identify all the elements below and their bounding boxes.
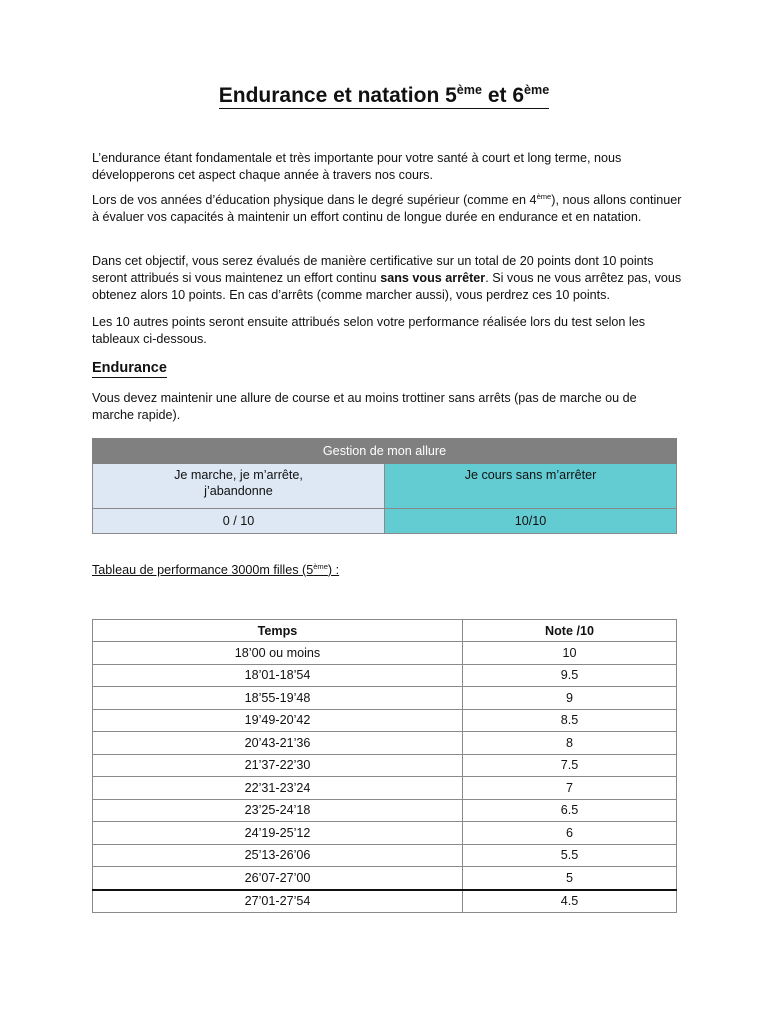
section-heading: Endurance <box>92 360 167 376</box>
pace-table <box>92 438 677 534</box>
score-cell: 7.5 <box>462 754 676 777</box>
paragraph-2: Lors de vos années d’éducation physique dans le degré supérieur (comme en 4ème), nous allons continuer à évaluer vos capacités à maintenir un effort continu de longue durée en endurance et en natation. <box>92 191 682 224</box>
pace-score-run: 10/10 <box>385 509 677 534</box>
score-cell: 9 <box>462 687 676 710</box>
pace-option-walk: Je marche, je m’arrête, j’abandonne <box>93 464 385 509</box>
performance-table <box>92 619 677 913</box>
time-cell: 25’13-26’06 <box>93 844 463 867</box>
score-cell: 6.5 <box>462 799 676 822</box>
column-header-score: Note /10 <box>462 620 676 642</box>
table-row <box>93 844 677 867</box>
table-row <box>93 867 677 890</box>
score-cell: 5 <box>462 867 676 890</box>
time-cell: 18’01-18’54 <box>93 664 463 687</box>
time-cell: 18’55-19’48 <box>93 687 463 710</box>
title-sup-1: ème <box>456 83 482 97</box>
table-row <box>93 754 677 777</box>
table-row <box>93 687 677 710</box>
score-cell: 7 <box>462 777 676 800</box>
score-cell: 5.5 <box>462 844 676 867</box>
paragraph-1: L’endurance étant fondamentale et très importante pour votre santé à court et long terme, nous développerons cet aspect chaque année à travers nos cours. <box>92 151 622 182</box>
title-text: Endurance et natation 5 <box>218 84 457 107</box>
pace-score-walk: 0 / 10 <box>93 509 385 534</box>
time-cell: 27’01-27’54 <box>93 890 463 913</box>
table-row <box>93 822 677 845</box>
section-intro: Vous devez maintenir une allure de course et au moins trottiner sans arrêts (pas de marche ou de marche rapide). <box>92 391 637 422</box>
table-row <box>93 732 677 755</box>
pace-option-run: Je cours sans m’arrêter <box>385 464 677 509</box>
paragraph-3: Dans cet objectif, vous serez évalués de manière certificative sur un total de 20 points dont 10 points seront attribués si vous maintenez un effort continu sans vous arrêter. Si vous ne vous arrêtez pas, vous obtenez alors 10 points. En cas d’arrêts (comme marcher aussi), vous perdrez ces 10 points. <box>92 254 682 302</box>
time-cell: 23’25-24’18 <box>93 799 463 822</box>
time-cell: 21’37-22’30 <box>93 754 463 777</box>
title-text-mid: et 6 <box>482 84 525 107</box>
column-header-time: Temps <box>93 620 463 642</box>
score-cell: 6 <box>462 822 676 845</box>
score-cell: 4.5 <box>462 890 676 913</box>
score-cell: 10 <box>462 642 676 665</box>
page-title <box>0 84 768 108</box>
bold-emphasis: sans vous arrêter <box>380 271 486 285</box>
table-row <box>93 664 677 687</box>
paragraph-4: Les 10 autres points seront ensuite attribués selon votre performance réalisée lors du test selon les tableaux ci-dessous. <box>92 315 646 346</box>
table-caption: Tableau de performance 3000m filles (5ème) : <box>92 561 340 577</box>
time-cell: 18’00 ou moins <box>93 642 463 665</box>
table-row <box>93 890 677 913</box>
time-cell: 26’07-27’00 <box>93 867 463 890</box>
score-cell: 9.5 <box>462 664 676 687</box>
table-row <box>93 799 677 822</box>
table-row <box>93 642 677 665</box>
table-row <box>93 777 677 800</box>
score-cell: 8.5 <box>462 709 676 732</box>
table-row <box>93 709 677 732</box>
title-sup-2: ème <box>524 83 550 97</box>
time-cell: 20’43-21’36 <box>93 732 463 755</box>
score-cell: 8 <box>462 732 676 755</box>
time-cell: 22’31-23’24 <box>93 777 463 800</box>
time-cell: 24’19-25’12 <box>93 822 463 845</box>
time-cell: 19’49-20’42 <box>93 709 463 732</box>
pace-table-header: Gestion de mon allure <box>93 439 677 464</box>
